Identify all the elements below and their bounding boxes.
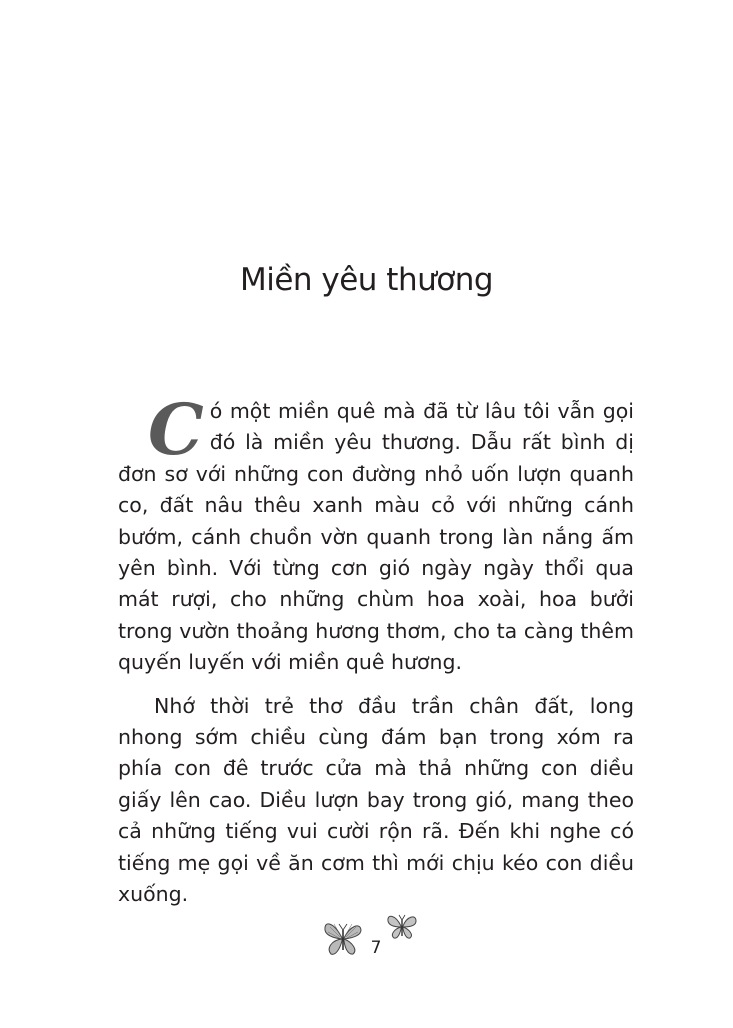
drop-cap: C (148, 388, 204, 471)
page-number: 7 (370, 938, 382, 958)
chapter-body (118, 388, 634, 911)
page-footer (0, 912, 733, 972)
butterfly-icon (385, 912, 419, 942)
paragraph-2: Nhớ thời trẻ thơ đầu trần chân đất, long nhong sớm chiều cùng đám bạn trong xóm ra phía con đê trước cửa mà thả những con diều giấy lên cao. Diều lượn bay trong gió, mang theo cả những tiếng vui cười rộn rã. Đến khi nghe có tiếng mẹ gọi về ăn cơm thì mới chịu kéo con diều xuống. (118, 693, 634, 907)
chapter-title: Miền yêu thương (239, 262, 494, 298)
paragraph-1-text: ó một miền quê mà đã từ lâu tôi vẫn gọi đó là miền yêu thương. Dẫu rất bình dị đơn sơ với những con đường nhỏ uốn lượn quanh co, đất nâu thêu xanh màu cỏ với những cánh bướm, cánh chuồn vờn quanh trong làn nắng ấm yên bình. Với từng cơn gió ngày ngày thổi qua mát rượi, cho những chùm hoa xoài, hoa bưởi trong vườn thoảng hương thơm, cho ta càng thêm quyến luyến với miền quê hương. (118, 399, 634, 675)
butterfly-icon (322, 918, 364, 958)
paragraph-1 (118, 388, 634, 679)
